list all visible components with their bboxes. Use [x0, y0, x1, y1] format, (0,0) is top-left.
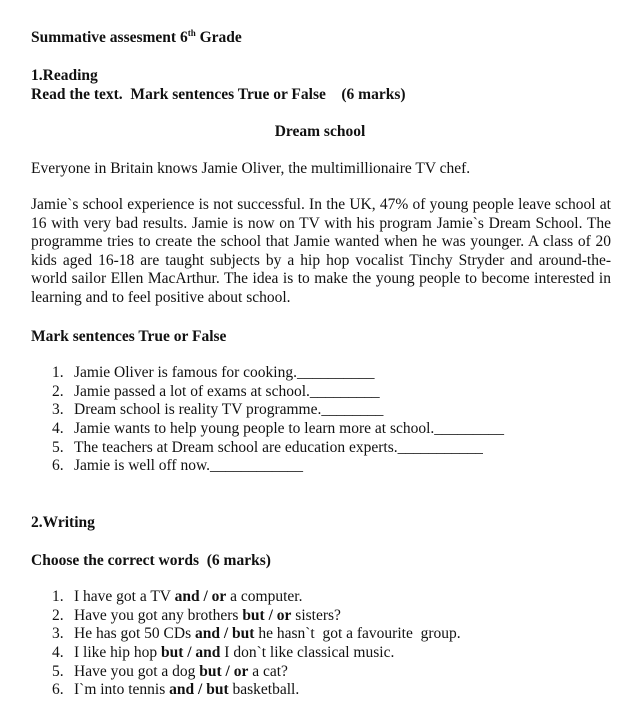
sentence-end: basketball. [228, 681, 300, 699]
statement-text: Jamie passed a lot of exams at school. [74, 382, 310, 400]
reading-paragraph-2: Jamie`s school experience is not successful. In the UK, 47% of young people leave school at 16 with very bad results. Jamie is now on TV with his program Jamie`s Dream School. The programme tries to create the school that Jamie wanted when he was younger. A class of 20 kids aged 16-18 are taught subjects by a hip hop vocalist Tinchy Stryder and around-the-world sailor Ellen MacArthur. The idea is to make the young people to become interested in learning and to feel positive about school. [31, 196, 611, 306]
item-number: 4. [52, 420, 64, 438]
sentence-end: a cat? [248, 662, 288, 680]
sentence-start: I like hip hop [74, 644, 161, 662]
list-item [52, 663, 461, 682]
sentence-start: I have got a TV [74, 588, 175, 605]
writing-list [52, 588, 461, 700]
word-choice[interactable]: and / or [174, 588, 227, 605]
list-item [52, 588, 461, 607]
list-item [52, 457, 504, 476]
reading-instruction: Read the text. Mark sentences True or False (6 marks) [31, 86, 406, 103]
item-number: 3. [52, 401, 64, 419]
sentence-end: he hasn`t got a favourite group. [254, 625, 461, 643]
word-choice[interactable]: and / but [169, 681, 229, 699]
list-item [52, 644, 461, 663]
answer-blank[interactable]: __________ [296, 364, 375, 381]
statement-text: Jamie wants to help young people to learn more at school. [74, 420, 435, 438]
item-number: 6. [52, 457, 64, 475]
sentence-end: a computer. [226, 588, 303, 605]
sentence-end: sisters? [291, 606, 341, 624]
list-item [52, 364, 504, 383]
answer-blank[interactable]: ________ [321, 401, 384, 419]
true-false-heading: Mark sentences True or False [31, 328, 227, 345]
list-item [52, 420, 504, 439]
item-number: 3. [52, 625, 64, 643]
list-item [52, 681, 461, 700]
writing-section-title: 2.Writing [31, 514, 95, 531]
item-number: 5. [52, 438, 64, 456]
answer-blank[interactable]: ____________ [210, 457, 304, 475]
statement-text: Jamie is well off now. [74, 457, 211, 475]
sentence-start: I`m into tennis [74, 681, 170, 699]
item-number: 4. [52, 644, 64, 662]
list-item [52, 607, 461, 626]
title-grade: Grade [195, 29, 242, 46]
item-number: 2. [52, 382, 64, 400]
answer-blank[interactable]: ___________ [397, 438, 483, 456]
statement-text: Jamie Oliver is famous for cooking. [74, 364, 297, 381]
sentence-start: Have you got a dog [74, 662, 200, 680]
worksheet-title [31, 28, 242, 47]
word-choice[interactable]: but / or [199, 662, 249, 680]
answer-blank[interactable]: _________ [434, 420, 505, 438]
sentence-start: Have you got any brothers [74, 606, 243, 624]
reading-paragraph-1: Everyone in Britain knows Jamie Oliver, the multimillionaire TV chef. [31, 160, 471, 177]
reading-section-title: 1.Reading [31, 67, 98, 84]
text-title: Dream school [274, 123, 366, 140]
true-false-list [52, 364, 504, 476]
item-number: 1. [52, 364, 64, 381]
statement-text: The teachers at Dream school are education experts. [74, 438, 398, 456]
title-superscript: th [187, 28, 196, 38]
title-text: Summative assesment 6 [31, 29, 188, 46]
item-number: 5. [52, 662, 64, 680]
item-number: 1. [52, 588, 64, 605]
word-choice[interactable]: but / or [242, 606, 292, 624]
list-item [52, 439, 504, 458]
list-item [52, 625, 461, 644]
statement-text: Dream school is reality TV programme. [74, 401, 322, 419]
answer-blank[interactable]: _________ [309, 382, 380, 400]
sentence-start: He has got 50 CDs [74, 625, 195, 643]
list-item [52, 383, 504, 402]
word-choice[interactable]: and / but [194, 625, 255, 643]
writing-instruction: Choose the correct words (6 marks) [31, 552, 271, 569]
list-item [52, 401, 504, 420]
sentence-end: I don`t like classical music. [220, 644, 395, 662]
item-number: 6. [52, 681, 64, 699]
item-number: 2. [52, 606, 64, 624]
word-choice[interactable]: but / and [160, 644, 221, 662]
